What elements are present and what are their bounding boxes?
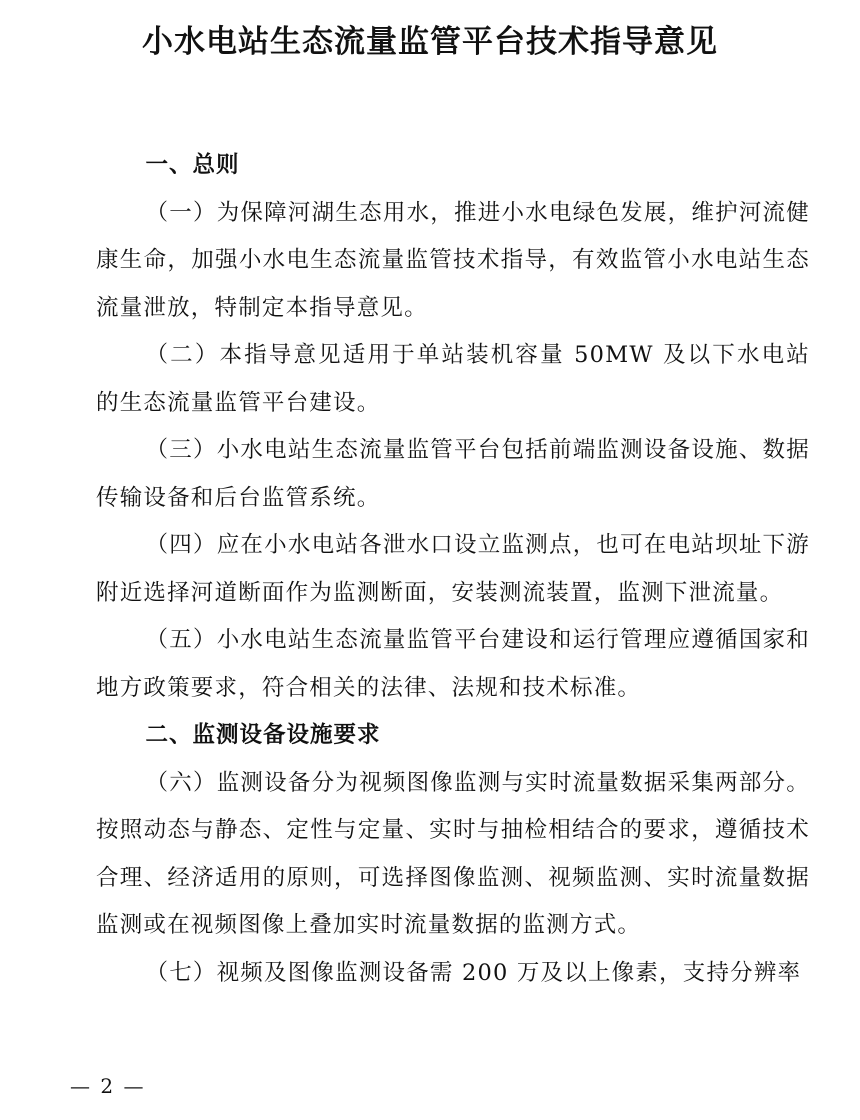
paragraph-6: （六）监测设备分为视频图像监测与实时流量数据采集两部分。按照动态与静态、定性与定量、实时与抽检相结合的要求，遵循技术合理、经济适用的原则，可选择图像监测、视频监测、实时流量数据监测或在视频图像上叠加实时流量数据的监测方式。 [96,769,810,938]
paragraph-4: （四）应在小水电站各泄水口设立监测点，也可在电站坝址下游附近选择河道断面作为监测断面，安装测流装置，监测下泄流量。 [96,532,810,606]
section-heading-monitoring-equipment: 二、监测设备设施要求 [145,722,381,748]
section-heading-general: 一、总则 [145,152,240,178]
document-title: 小水电站生态流量监管平台技术指导意见 [142,24,718,60]
paragraph-5: （五）小水电站生态流量监管平台建设和运行管理应遵循国家和地方政策要求，符合相关的法律、法规和技术标准。 [96,627,810,701]
paragraph-2: （二）本指导意见适用于单站装机容量 50MW 及以下水电站的生态流量监管平台建设。 [96,342,810,416]
paragraph-3: （三）小水电站生态流量监管平台包括前端监测设备设施、数据传输设备和后台监管系统。 [96,437,810,511]
paragraph-7: （七）视频及图像监测设备需 200 万及以上像素，支持分辨率 [145,959,802,986]
document-body [96,142,810,997]
paragraph-1: （一）为保障河湖生态用水，推进小水电绿色发展，维护河流健康生命，加强小水电生态流量监管技术指导，有效监管小水电站生态流量泄放，特制定本指导意见。 [96,199,810,321]
page-number: — 2 — [70,1074,146,1098]
